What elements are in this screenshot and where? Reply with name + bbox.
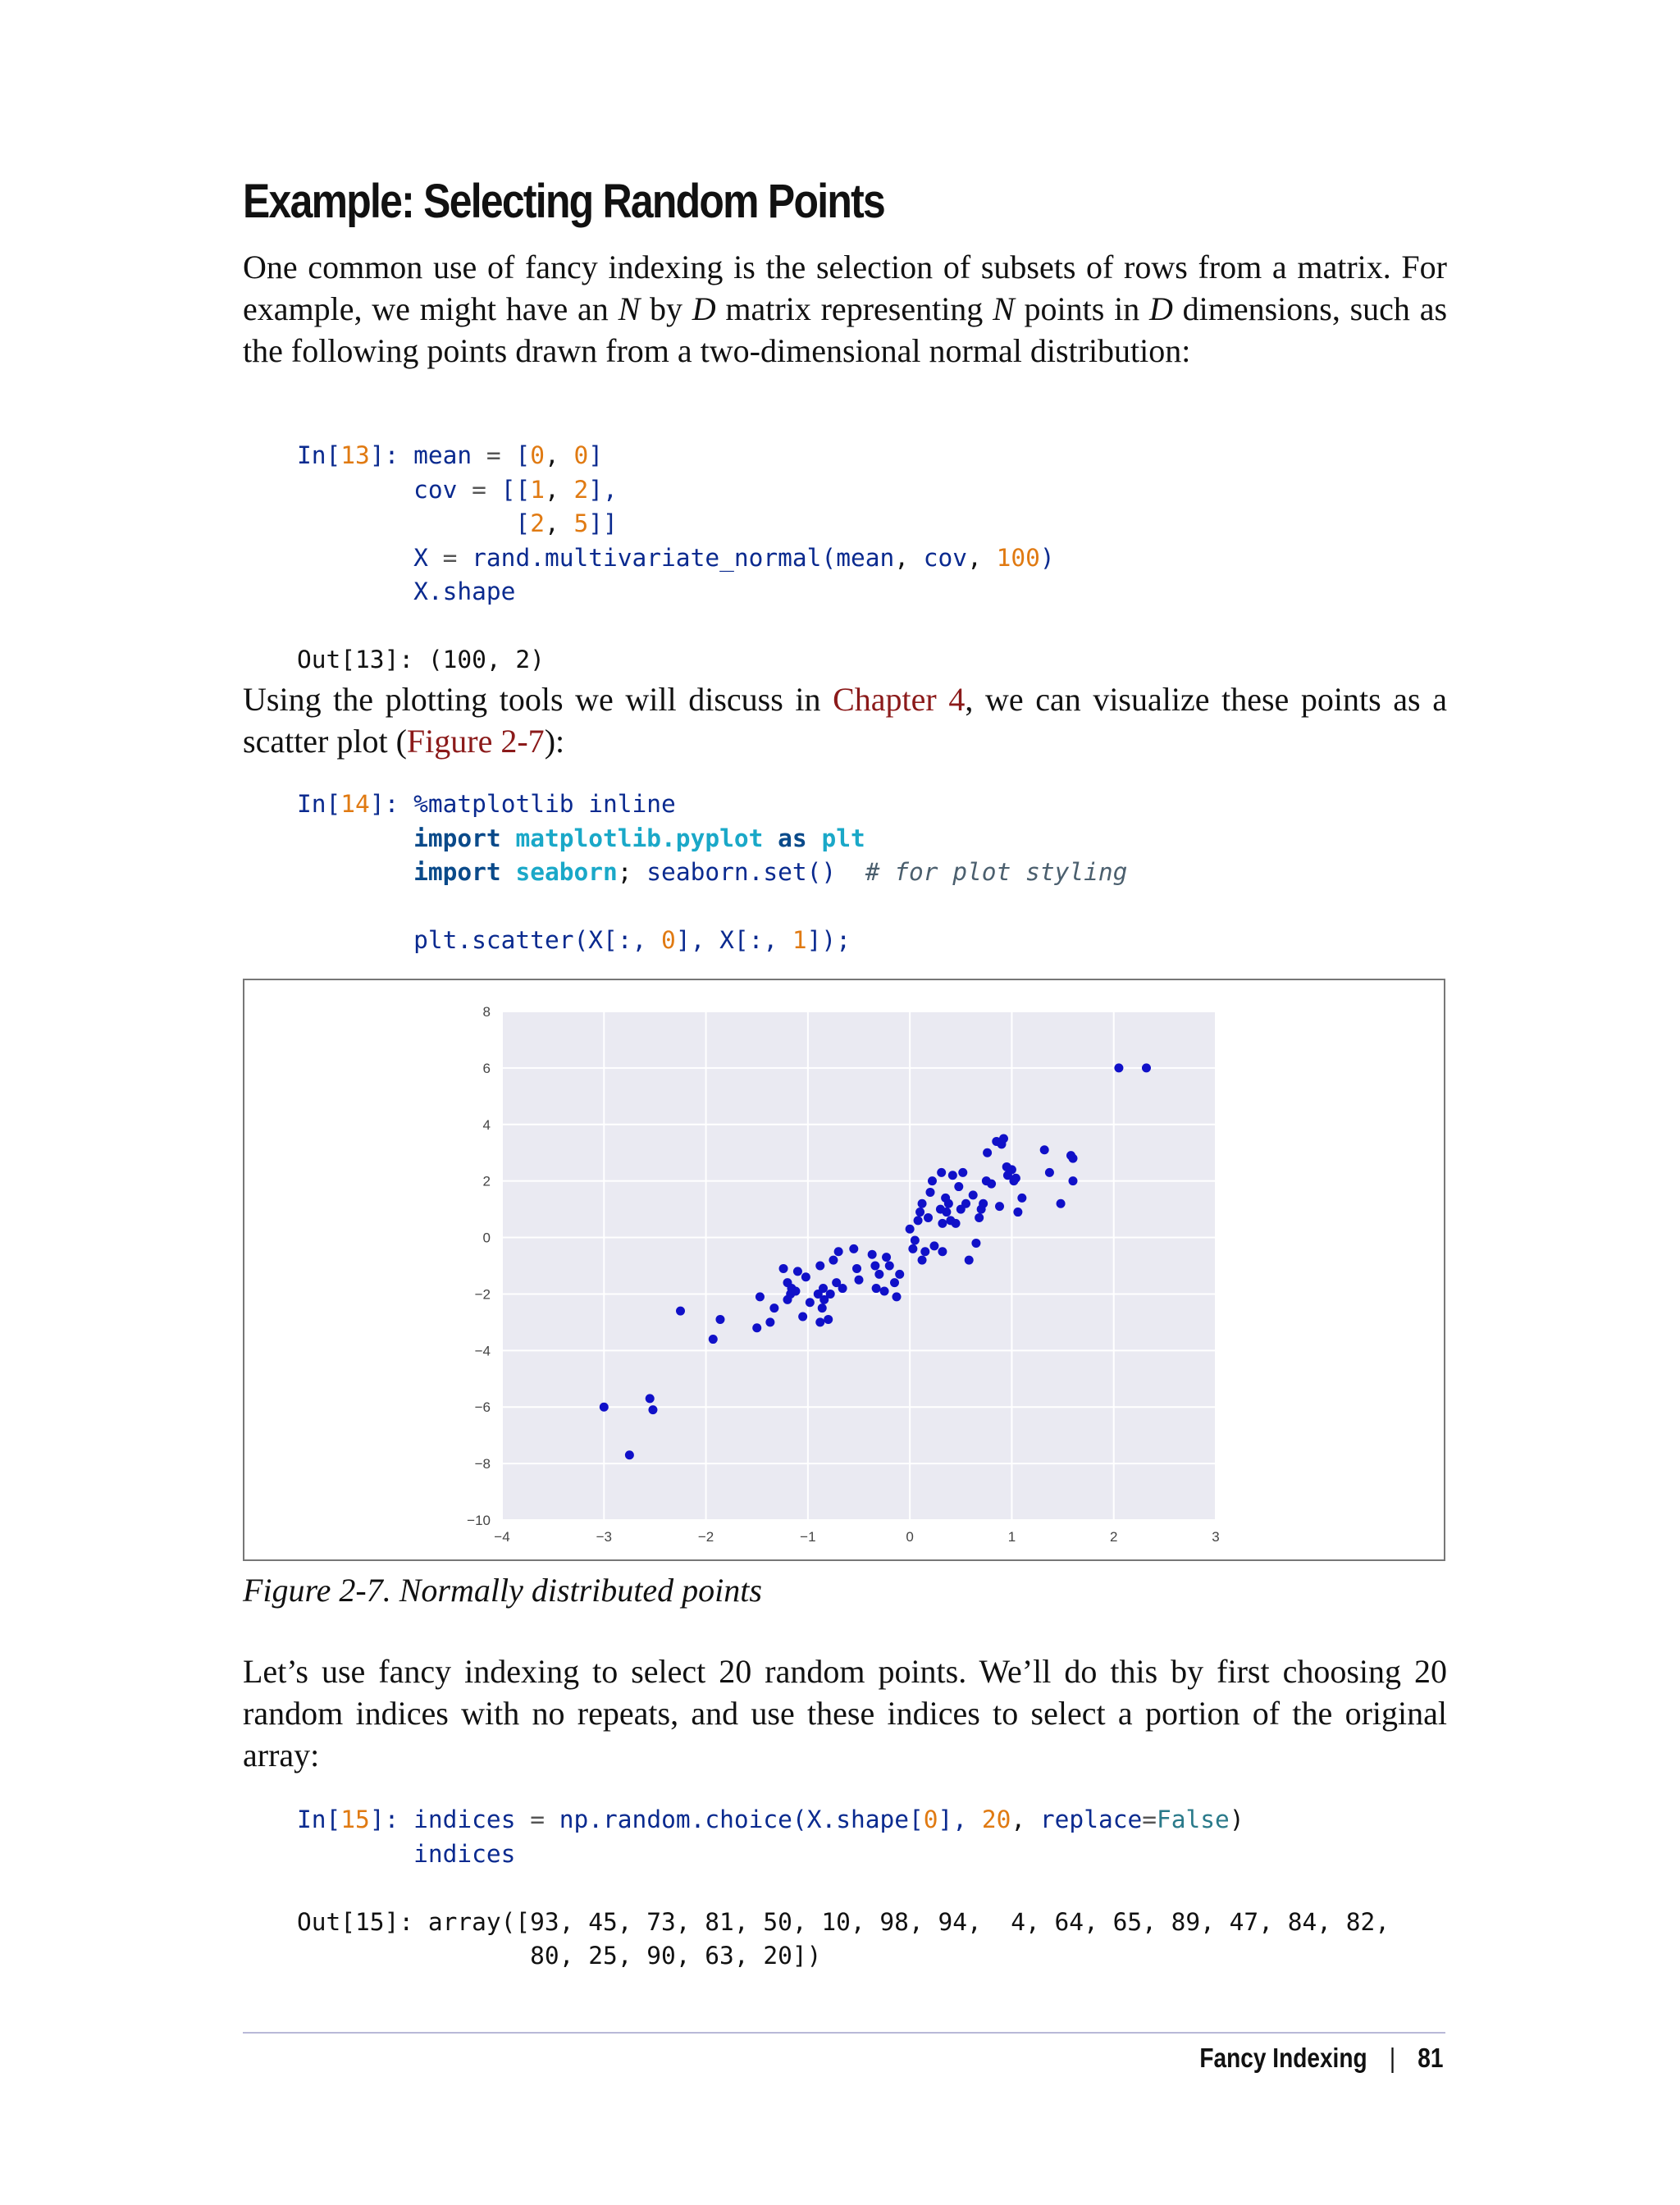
data-point	[818, 1303, 827, 1312]
data-point	[911, 1236, 920, 1245]
data-point	[999, 1134, 1008, 1144]
footer-separator: |	[1390, 2043, 1396, 2073]
data-point	[872, 1284, 881, 1293]
data-point	[906, 1225, 915, 1234]
x-tick-label: 1	[1007, 1529, 1016, 1545]
chapter-4-link[interactable]: Chapter 4	[833, 681, 966, 718]
data-point	[600, 1403, 609, 1412]
data-point	[819, 1284, 828, 1293]
data-point	[1069, 1176, 1078, 1185]
data-point	[937, 1168, 946, 1177]
data-point	[849, 1244, 858, 1253]
data-point	[885, 1262, 894, 1271]
output-13: Out[13]: (100, 2)	[297, 646, 545, 673]
data-point	[918, 1199, 927, 1208]
figure-2-7-link[interactable]: Figure 2-7	[406, 723, 545, 760]
data-point	[924, 1213, 933, 1222]
data-point	[971, 1239, 980, 1248]
data-point	[975, 1213, 984, 1222]
data-point	[1142, 1063, 1151, 1072]
data-point	[793, 1267, 802, 1276]
y-tick-label: 8	[482, 1004, 491, 1020]
data-point	[765, 1317, 774, 1326]
data-point	[676, 1307, 685, 1316]
data-point	[895, 1270, 904, 1279]
footer-rule	[243, 2032, 1445, 2034]
code-cell-13: In[13]: mean = [0, 0] cov = [[1, 2], [2, 5]] X = rand.multivariate_normal(mean, cov, 100) X.shape Out[13]: (100, 2)	[297, 441, 1055, 673]
code-cell-15: In[15]: indices = np.random.choice(X.shape[0], 20, replace=False) indices Out[15]: array([93, 45, 73, 81, 50, 10, 98, 94, 4, 64, 65, 89, 47, 84, 82, 80, 25, 90, 63, 20])	[297, 1806, 1390, 1970]
data-point	[938, 1219, 947, 1228]
data-point	[868, 1250, 877, 1259]
data-point	[880, 1287, 889, 1296]
data-point	[1045, 1168, 1054, 1177]
data-point	[929, 1241, 938, 1250]
data-point	[954, 1182, 963, 1191]
data-point	[920, 1247, 929, 1256]
data-point	[801, 1272, 810, 1281]
output-15-line2: 80, 25, 90, 63, 20])	[297, 1942, 822, 1970]
data-point	[926, 1188, 935, 1197]
data-point	[1002, 1162, 1011, 1171]
data-point	[892, 1292, 901, 1301]
data-point	[874, 1270, 883, 1279]
data-point	[961, 1199, 970, 1208]
data-point	[1013, 1208, 1022, 1217]
data-point	[1069, 1154, 1078, 1163]
data-point	[969, 1190, 978, 1199]
data-point	[855, 1276, 864, 1285]
data-point	[914, 1216, 923, 1225]
data-point	[1017, 1194, 1026, 1203]
data-point	[826, 1290, 835, 1299]
scatter-plot	[243, 979, 1445, 1561]
intro-paragraph: One common use of fancy indexing is the selection of subsets of rows from a matrix. For example, we might have an N by D matrix representing N points in D dimensions, such as the following points drawn from a two-dimensional normal distribution:	[243, 249, 1448, 369]
data-point	[1040, 1145, 1049, 1154]
data-point	[648, 1405, 657, 1414]
x-tick-label: 2	[1109, 1529, 1118, 1545]
data-point	[752, 1323, 761, 1332]
data-point	[1114, 1063, 1123, 1072]
x-tick-label: −3	[596, 1529, 612, 1545]
x-tick-label: 0	[906, 1529, 914, 1545]
data-point	[948, 1171, 957, 1180]
data-point	[908, 1244, 917, 1253]
code-cell-14: In[14]: %matplotlib inline import matplotlib.pyplot as plt import seaborn; seaborn.set() # for plot styling plt.scatter(X[:, 0], X[:, 1]);	[297, 790, 1128, 954]
data-point	[829, 1256, 838, 1265]
data-point	[852, 1264, 861, 1273]
data-point	[815, 1262, 824, 1271]
data-point	[918, 1256, 927, 1265]
y-tick-label: 6	[482, 1060, 491, 1076]
data-point	[798, 1312, 807, 1322]
data-point	[942, 1208, 951, 1217]
data-point	[815, 1317, 824, 1326]
y-tick-label: 0	[482, 1230, 491, 1246]
y-tick-label: −2	[474, 1286, 491, 1303]
data-point	[769, 1303, 778, 1312]
data-point	[709, 1335, 718, 1344]
x-tick-label: 3	[1212, 1529, 1220, 1545]
data-point	[995, 1202, 1004, 1211]
data-point	[834, 1247, 843, 1256]
data-point	[915, 1208, 924, 1217]
data-point	[958, 1168, 967, 1177]
data-point	[944, 1199, 953, 1208]
plot-intro-paragraph: Using the plotting tools we will discuss in Chapter 4, we can visualize these points as a scatter plot (Figure 2-7):	[243, 681, 1447, 760]
selection-paragraph: Let’s use fancy indexing to select 20 random points. We’ll do this by first choosing 20 random indices with no repeats, and use these indices to select a portion of the original array:	[243, 1653, 1447, 1774]
data-point	[870, 1262, 879, 1271]
x-tick-label: −4	[494, 1529, 510, 1545]
data-point	[646, 1394, 655, 1403]
data-point	[1057, 1199, 1066, 1208]
y-tick-label: 4	[482, 1116, 491, 1133]
y-tick-label: 2	[482, 1173, 491, 1189]
y-tick-label: −8	[474, 1456, 491, 1472]
data-point	[983, 1148, 992, 1157]
page-footer	[1200, 2043, 1444, 2074]
data-point	[928, 1176, 937, 1185]
data-point	[756, 1292, 765, 1301]
x-tick-label: −1	[800, 1529, 816, 1545]
data-point	[1011, 1174, 1020, 1183]
data-point	[838, 1284, 847, 1293]
data-point	[779, 1264, 788, 1273]
data-point	[824, 1315, 833, 1324]
section-title: Example: Selecting Random Points	[243, 175, 885, 228]
data-point	[625, 1450, 634, 1459]
data-point	[938, 1247, 947, 1256]
data-point	[791, 1287, 800, 1296]
data-point	[979, 1199, 988, 1208]
x-tick-label: −2	[697, 1529, 714, 1545]
output-15-line1: Out[15]: array([93, 45, 73, 81, 50, 10, 98, 94, 4, 64, 65, 89, 47, 84, 82,	[297, 1907, 1390, 1936]
data-point	[952, 1219, 961, 1228]
data-point	[882, 1253, 891, 1262]
y-tick-label: −6	[474, 1399, 491, 1416]
data-point	[987, 1180, 996, 1189]
y-tick-label: −10	[467, 1513, 491, 1528]
figure-caption: Figure 2-7. Normally distributed points	[243, 1572, 762, 1609]
data-point	[806, 1298, 815, 1307]
page-number: 81	[1418, 2043, 1444, 2073]
data-point	[715, 1315, 724, 1324]
data-point	[890, 1278, 899, 1287]
y-tick-label: −4	[474, 1343, 491, 1359]
footer-section: Fancy Indexing	[1199, 2043, 1368, 2073]
data-point	[965, 1256, 974, 1265]
